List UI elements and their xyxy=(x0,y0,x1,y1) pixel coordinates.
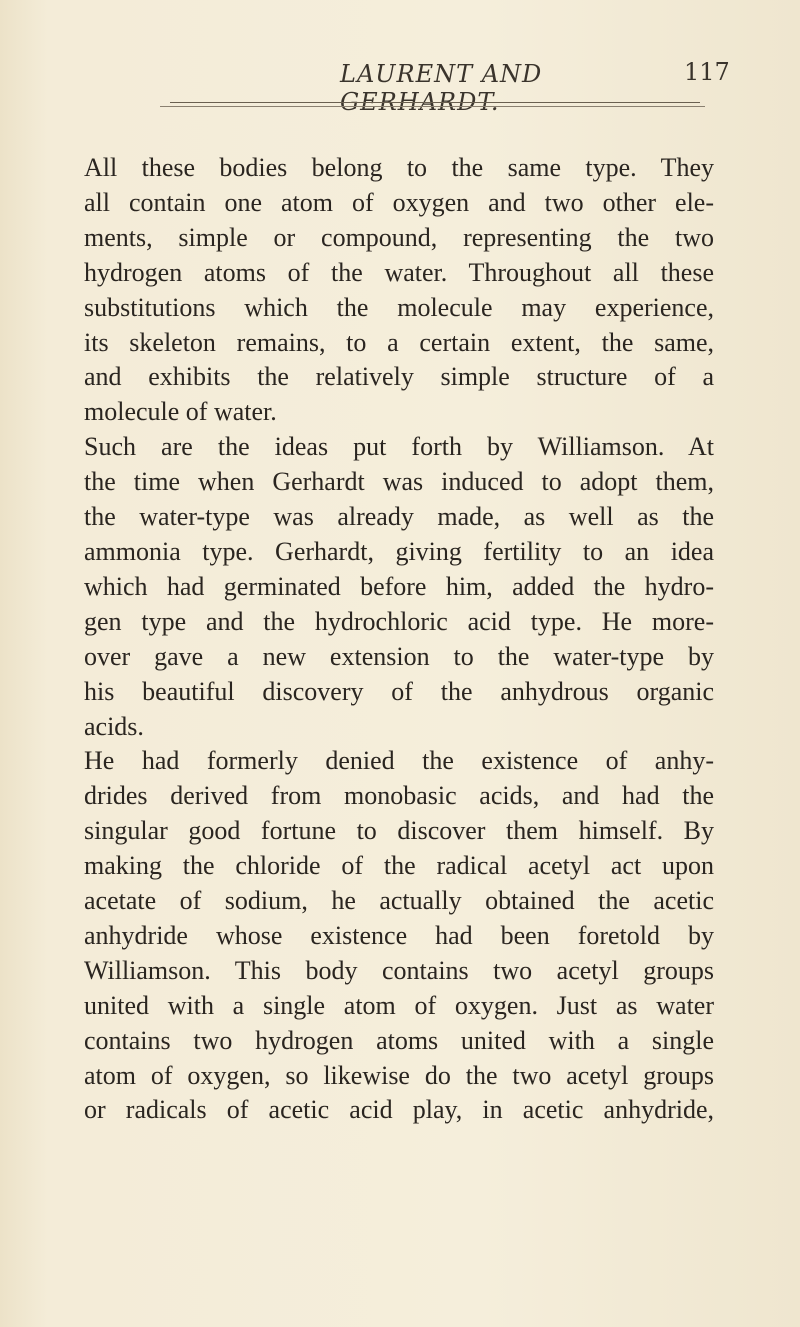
text-line: or radicals of acetic acid play, in acetic anhydride, xyxy=(84,1095,714,1125)
header-rule xyxy=(170,102,700,103)
text-line: acetate of sodium, he actually obtained the acetic xyxy=(84,886,714,916)
text-line: the water-type was already made, as well as the xyxy=(84,502,714,532)
text-line: united with a single atom of oxygen. Just as water xyxy=(84,990,714,1020)
text-line: over gave a new extension to the water-type by xyxy=(84,641,714,671)
body-text xyxy=(84,151,714,1128)
text-line: drides derived from monobasic acids, and had the xyxy=(84,781,714,811)
text-line: and exhibits the relatively simple structure of a xyxy=(84,362,714,392)
text-line: ammonia type. Gerhardt, giving fertility to an idea xyxy=(84,536,714,566)
text-line: hydrogen atoms of the water. Throughout all these xyxy=(84,257,714,287)
text-line: All these bodies belong to the same type. They xyxy=(84,153,714,182)
page-number: 117 xyxy=(684,58,730,86)
text-line: its skeleton remains, to a certain extent, the same, xyxy=(84,327,714,357)
text-line: making the chloride of the radical acetyl act upon xyxy=(84,851,714,881)
text-line: gen type and the hydrochloric acid type. He more- xyxy=(84,606,714,636)
text-line: He had formerly denied the existence of anhy- xyxy=(84,746,714,776)
text-line: his beautiful discovery of the anhydrous organic xyxy=(84,676,714,706)
text-line: anhydride whose existence had been foretold by xyxy=(84,920,714,950)
running-header: LAURENT AND GERHARDT. xyxy=(340,60,543,116)
text-line: ments, simple or compound, representing the two xyxy=(84,222,714,252)
text-line: acids. xyxy=(84,711,144,741)
text-line: atom of oxygen, so likewise do the two acetyl groups xyxy=(84,1060,714,1090)
text-line: all contain one atom of oxygen and two other ele- xyxy=(84,187,714,217)
text-line: which had germinated before him, added the hydro- xyxy=(84,571,714,601)
text-line: Such are the ideas put forth by Williamson. At xyxy=(84,432,714,462)
text-line: contains two hydrogen atoms united with a single xyxy=(84,1025,714,1055)
text-line: molecule of water. xyxy=(84,397,277,427)
header-rule-thin xyxy=(160,106,705,107)
text-line: singular good fortune to discover them himself. By xyxy=(84,816,714,846)
text-line: the time when Gerhardt was induced to adopt them, xyxy=(84,467,714,497)
text-line: substitutions which the molecule may experience, xyxy=(84,292,714,322)
text-line: Williamson. This body contains two acetyl groups xyxy=(84,955,714,985)
